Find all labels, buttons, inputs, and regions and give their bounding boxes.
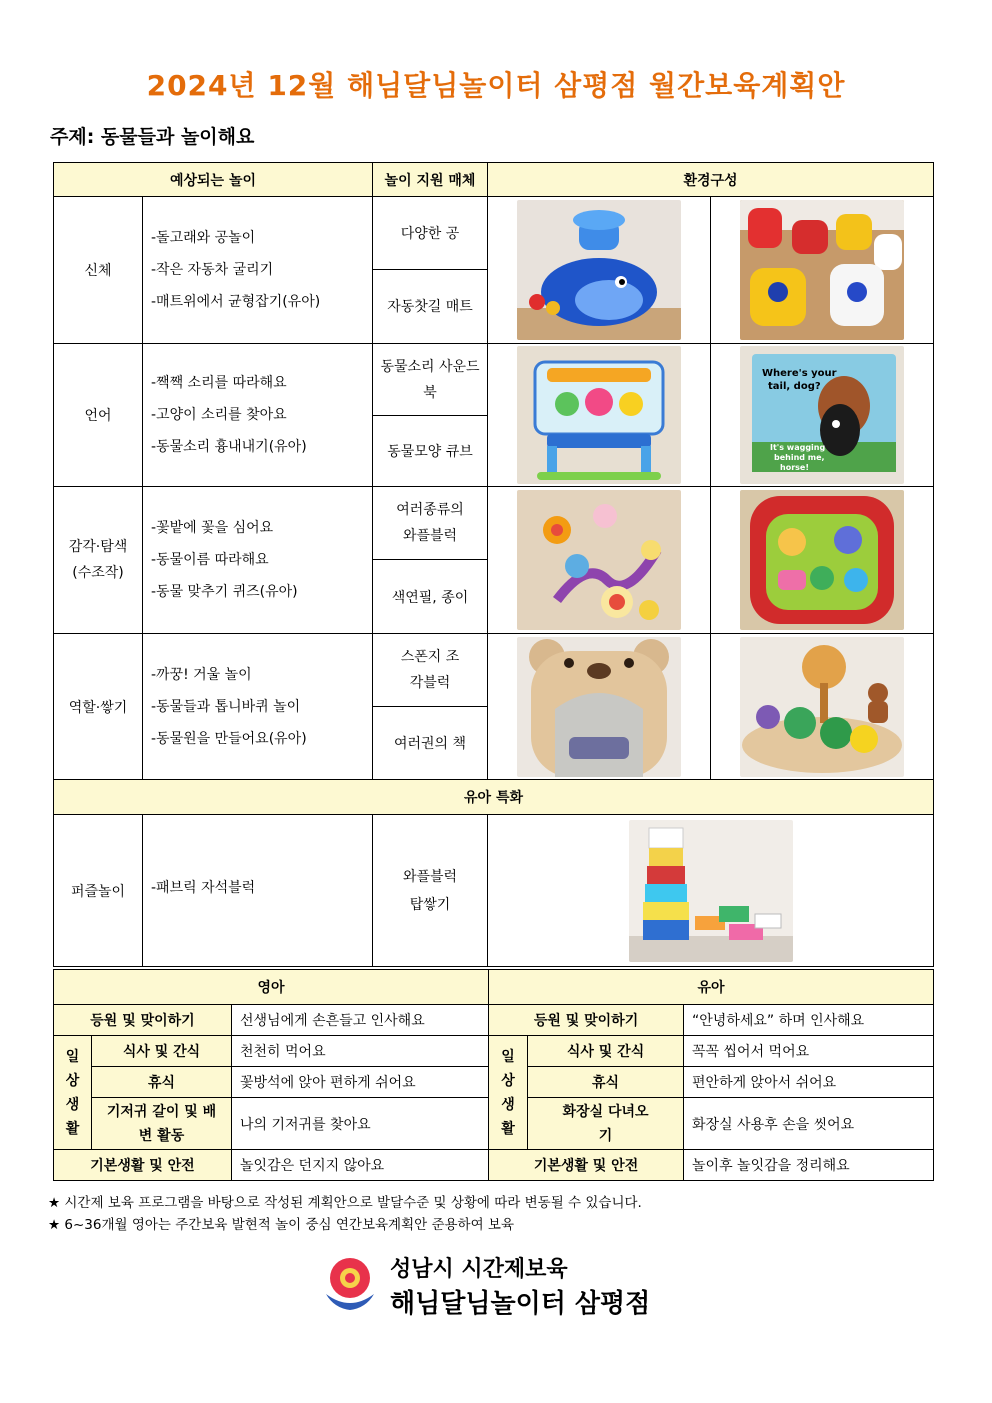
activities-physical (143, 197, 373, 344)
label-text: 기저귀 갈이 및 배변 활동 (106, 1103, 217, 1144)
bear-mirror-photo (517, 637, 681, 777)
activity-item: -짹짹 소리를 따라해요 (151, 375, 287, 391)
logo-line-1: 성남시 시간제보육 (390, 1257, 568, 1282)
side-char: 생 (65, 1096, 80, 1113)
area-sensory (54, 487, 143, 634)
activity-walker-photo (517, 346, 681, 484)
activity-item: -돌고래와 공놀이 (151, 230, 256, 246)
activities-language (143, 344, 373, 487)
photo-cell (488, 815, 934, 967)
note-line: ★ 6~36개월 영아는 주간보육 발현적 놀이 중심 연간보육계획안 준용하여 보육 (48, 1217, 514, 1233)
activity-item: -동물 맞추기 퀴즈(유아) (151, 584, 298, 600)
area-physical: 신체 (54, 197, 143, 344)
material-item: 다양한 공 (373, 197, 488, 270)
infant-label: 식사 및 간식 (92, 1036, 232, 1067)
activity-item: -동물이름 따라해요 (151, 552, 269, 568)
book-text: horse! (780, 463, 809, 472)
toddler-label: 식사 및 간식 (528, 1036, 684, 1067)
infant-text: 꽃방석에 앉아 편하게 쉬어요 (232, 1067, 489, 1098)
toddler-text: “안녕하세요” 하며 인사해요 (684, 1005, 934, 1036)
toddler-header: 유아 (489, 970, 934, 1005)
daily-life-side-label (489, 1036, 528, 1150)
photo-cell (711, 634, 934, 780)
material-label: 여러종류의 와플블럭 (396, 502, 464, 544)
animal-shape-sorter-photo (740, 490, 904, 630)
infant-label: 기본생활 및 안전 (54, 1150, 232, 1181)
activity-item: -동물소리 흉내내기(유아) (151, 439, 307, 455)
toddler-text: 놀이후 놀잇감을 정리해요 (684, 1150, 934, 1181)
toddler-label: 휴식 (528, 1067, 684, 1098)
material-item (373, 634, 488, 707)
seongnam-emblem-icon (320, 1254, 380, 1314)
infant-text: 천천히 먹어요 (232, 1036, 489, 1067)
infant-label (92, 1098, 232, 1150)
infant-label: 등원 및 맞이하기 (54, 1005, 232, 1036)
photo-cell (711, 197, 934, 344)
side-char: 생 (501, 1096, 515, 1113)
area-puzzle: 퍼즐놀이 (54, 815, 143, 967)
activity-item: -동물원을 만들어요(유아) (151, 730, 307, 747)
animal-sound-book-photo (740, 346, 904, 484)
material-puzzle (373, 815, 488, 967)
material-item: 동물소리 사운드 북 (373, 344, 488, 416)
photo-cell (711, 344, 934, 487)
material-item: 자동찻길 매트 (373, 270, 488, 344)
toddler-text: 화장실 사용후 손을 씻어요 (684, 1098, 934, 1150)
side-char: 일 (65, 1048, 80, 1065)
theme-label: 주제: 동물들과 놀이해요 (50, 126, 255, 148)
infant-text: 선생님에게 손흔들고 인사해요 (232, 1005, 489, 1036)
activity-item: -고양이 소리를 찾아요 (151, 407, 287, 423)
book-text: Where's your (762, 368, 837, 379)
note-line: ★ 시간제 보육 프로그램을 바탕으로 작성된 계획안으로 발달수준 및 상황에 따라 변동될 수 있습니다. (48, 1195, 642, 1211)
infant-label: 휴식 (92, 1067, 232, 1098)
material-item: 동물모양 큐브 (373, 416, 488, 487)
activity-item: -작은 자동차 굴리기 (151, 262, 274, 278)
side-char: 활 (65, 1120, 80, 1137)
infant-text: 나의 기저귀를 찾아요 (232, 1098, 489, 1150)
whale-toy-photo (517, 200, 681, 340)
book-text: behind me, (774, 453, 825, 462)
page-title: 2024년 12월 해님달님놀이터 삼평점 월간보육계획안 (146, 69, 846, 102)
material-item: 색연필, 종이 (373, 560, 488, 634)
side-char: 활 (501, 1120, 515, 1137)
monthly-plan-table (53, 162, 934, 967)
daily-life-table (53, 969, 934, 1181)
photo-cell (488, 197, 711, 344)
daily-life-side-label (54, 1036, 92, 1150)
activities-sensory (143, 487, 373, 634)
header-expected-play: 예상되는 놀이 (54, 163, 373, 197)
infant-header: 영아 (54, 970, 489, 1005)
waffle-block-tower-photo (629, 820, 793, 962)
special-header: 유아 특화 (54, 780, 934, 815)
header-environment: 환경구성 (488, 163, 934, 197)
toddler-text: 편안하게 앉아서 쉬어요 (684, 1067, 934, 1098)
side-char: 상 (65, 1072, 80, 1089)
header-materials: 놀이 지원 매체 (373, 163, 488, 197)
photo-cell (488, 344, 711, 487)
toy-cars-photo (740, 200, 904, 340)
photo-cell (711, 487, 934, 634)
book-text: tail, dog? (768, 381, 821, 392)
logo-line-2: 해님달님놀이터 삼평점 (390, 1289, 651, 1319)
material-item (373, 487, 488, 560)
area-role-play: 역할·쌓기 (54, 634, 143, 780)
activities-role-play (143, 634, 373, 780)
label-text: 화장실 다녀오기 (562, 1103, 649, 1144)
notes (48, 1192, 642, 1236)
activity-item: -동물들과 톱니바퀴 놀이 (151, 698, 301, 715)
material-label: 와플블럭 탑쌓기 (402, 868, 458, 913)
toddler-label: 기본생활 및 안전 (489, 1150, 684, 1181)
side-char: 상 (501, 1072, 515, 1089)
toddler-label: 등원 및 맞이하기 (489, 1005, 684, 1036)
waffle-block-flowers-photo (517, 490, 681, 630)
footer-logo (318, 1250, 698, 1320)
activity-puzzle: -패브릭 자석블럭 (143, 815, 373, 967)
infant-text: 놀잇감은 던지지 않아요 (232, 1150, 489, 1181)
material-item: 여러권의 책 (373, 707, 488, 780)
photo-cell (488, 634, 711, 780)
activity-item: -꽃밭에 꽃을 심어요 (151, 520, 274, 536)
activity-item: -매트위에서 균형잡기(유아) (151, 294, 321, 310)
photo-cell (488, 487, 711, 634)
toddler-label (528, 1098, 684, 1150)
side-char: 일 (501, 1048, 515, 1065)
area-language: 언어 (54, 344, 143, 487)
activity-item: -까꿍! 거울 놀이 (151, 666, 252, 683)
material-label: 스폰지 조각블럭 (400, 649, 460, 691)
area-label: 감각·탐색 (수조작) (68, 539, 128, 581)
toddler-text: 꼭꼭 씹어서 먹어요 (684, 1036, 934, 1067)
gear-toy-photo (740, 637, 904, 777)
book-text: It's wagging (770, 443, 826, 452)
